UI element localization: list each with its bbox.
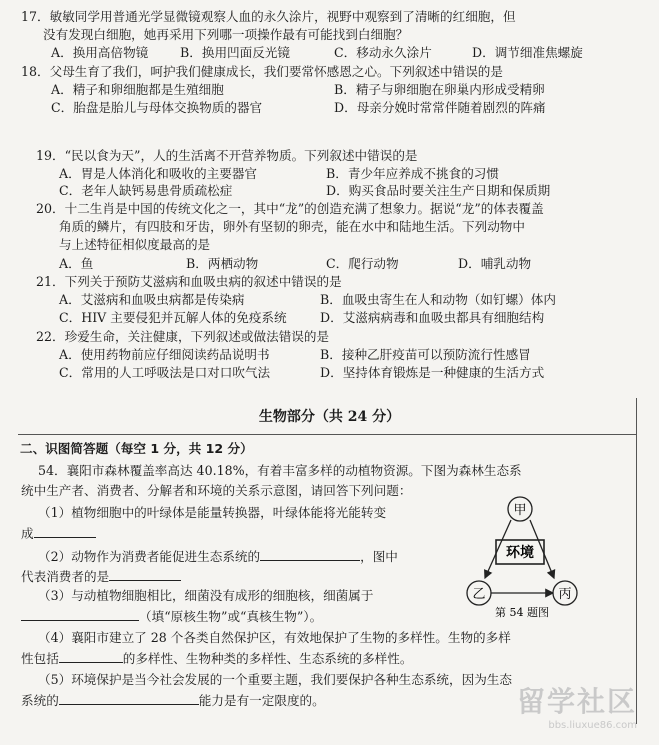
answer-blank-2[interactable] [260,548,360,561]
node-left-label: 乙 [472,587,486,602]
q21-option-c: C．HIV 主要侵犯并瓦解人体的免疫系统 [59,310,287,325]
answer-blank-1[interactable] [34,525,96,538]
q54-part5-prefix: 系统的 [21,693,59,708]
q54-part1-prefix: 成 [21,526,34,541]
q19-option-d: D．购买食品时要关注生产日期和保质期 [326,183,551,198]
part-heading: 二、识图简答题（每空 1 分，共 12 分） [20,441,253,456]
q22-option-b: B．接种乙肝疫苗可以预防流行性感冒 [320,347,531,362]
q17-option-a: A．换用高倍物镜 [51,45,149,60]
q54-part5-suffix: 能力是有一定限度的。 [198,693,325,708]
right-border-line [636,398,637,724]
q17-option-c: C．移动永久涂片 [334,45,432,60]
q20-option-d: D．哺乳动物 [458,256,532,271]
q54-part2-text: （2）动物作为消费者能促进生态系统的 [38,549,261,564]
q20-option-b: B．两栖动物 [186,256,259,271]
q18-option-b: B．精子与卵细胞在卵巢内形成受精卵 [334,82,545,97]
q19-option-b: B．青少年应养成不挑食的习惯 [326,166,499,181]
q17-stem-line1: 17．敏敏同学用普通光学显微镜观察人血的永久涂片，视野中观察到了清晰的红细胞，但 [21,9,516,24]
q20-option-a: A．鱼 [59,256,94,271]
node-top-label: 甲 [513,503,527,518]
q18-option-c: C．胎盘是胎儿与母体交换物质的器官 [51,100,263,115]
q17-option-b: B．换用凹面反光镜 [180,45,291,60]
q22-stem: 22．珍爱生命，关注健康，下列叙述或做法错误的是 [36,329,330,344]
q54-intro-line2: 统中生产者、消费者、分解者和环境的关系示意图，请回答下列问题： [21,483,412,498]
q54-part1-line1: （1）植物细胞中的叶绿体是能量转换器，叶绿体能将光能转变 [38,505,387,520]
q17-stem-line2: 没有发现白细胞，她再采用下列哪一项操作最有可能找到白细胞？ [43,27,409,42]
q54-part5-line2 [21,692,325,708]
watermark-logo: 留学社区 [516,685,637,718]
q18-option-a: A．精子和卵细胞都是生殖细胞 [51,82,224,97]
q54-part2-suffix: ，图中 [360,549,398,564]
q21-option-b: B．血吸虫寄生在人和动物（如钉螺）体内 [320,292,556,307]
ecosystem-diagram [450,492,600,622]
q54-part3-hint: （填“原核生物”或“真核生物”）。 [139,609,323,624]
node-right-label: 丙 [558,587,572,602]
q18-option-d: D．母亲分娩时常常伴随着剧烈的阵痛 [334,100,546,115]
q54-part5-line1: （5）环境保护是当今社会发展的一个重要主题，我们要保护各种生态系统，因为生态 [38,672,512,687]
q54-part1-line2 [21,525,96,541]
answer-blank-5[interactable] [59,650,123,663]
q17-option-d: D．调节细准焦螺旋 [472,45,583,60]
q21-stem: 21．下列关于预防艾滋病和血吸虫病的叙述中错误的是 [36,274,342,289]
answer-blank-3[interactable] [109,568,181,581]
q18-stem: 18．父母生育了我们，呵护我们健康成长，我们要常怀感恩之心。下列叙述中错误的是 [21,64,503,79]
q54-part3-line2 [21,608,322,624]
q20-stem-line3: 与上述特征相似度最高的是 [59,237,211,252]
q22-option-d: D．坚持体育锻炼是一种健康的生活方式 [320,365,545,380]
q21-option-d: D．艾滋病病毒和血吸虫都具有细胞结构 [320,310,545,325]
section-divider [18,434,636,435]
q22-option-a: A．使用药物前应仔细阅读药品说明书 [59,347,270,362]
diagram-caption: 第 54 题图 [495,606,549,619]
watermark-url: bbs.liuxue86.com [548,720,637,731]
q20-option-c: C．爬行动物 [326,256,399,271]
q54-part3-line1: （3）与动植物细胞相比，细菌没有成形的细胞核，细菌属于 [38,588,374,603]
q54-intro-line1: 54．襄阳市森林覆盖率高达 40.18%，有着丰富多样的动植物资源。下图为森林生态系 [38,463,522,478]
q20-stem-line1: 20．十二生肖是中国的传统文化之一，其中“龙”的创造充满了想象力。据说“龙”的体表覆盖 [36,201,544,216]
answer-blank-6[interactable] [59,692,199,705]
environment-label: 环境 [506,545,534,561]
q22-option-c: C．常用的人工呼吸法是口对口吹气法 [59,365,271,380]
q54-part4-line1: （4）襄阳市建立了 28 个各类自然保护区，有效地保护了生物的多样性。生物的多样 [38,630,511,645]
q54-part2-line2 [21,568,181,584]
q19-option-a: A．胃是人体消化和吸收的主要器官 [59,166,258,181]
q54-part4-suffix: 的多样性、生物种类的多样性、生态系统的多样性。 [122,651,413,666]
site-watermark [517,680,637,731]
q21-option-a: A．艾滋病和血吸虫病都是传染病 [59,292,245,307]
q54-part4-line2 [21,650,412,666]
q20-stem-line2: 角质的鳞片，有四肢和牙齿，卵外有坚韧的卵壳，能在水中和陆地生活。下列动物中 [59,219,525,234]
q19-option-c: C．老年人缺钙易患骨质疏松症 [59,183,233,198]
q54-part2-consumer-text: 代表消费者的是 [21,569,110,584]
answer-blank-4[interactable] [21,608,139,621]
q54-part4-prefix: 性包括 [21,651,59,666]
section-title: 生物部分（共 24 分） [258,409,401,425]
q19-stem: 19．“民以食为天”，人的生活离不开营养物质。下列叙述中错误的是 [36,148,418,163]
q54-part2-line1 [38,548,398,564]
